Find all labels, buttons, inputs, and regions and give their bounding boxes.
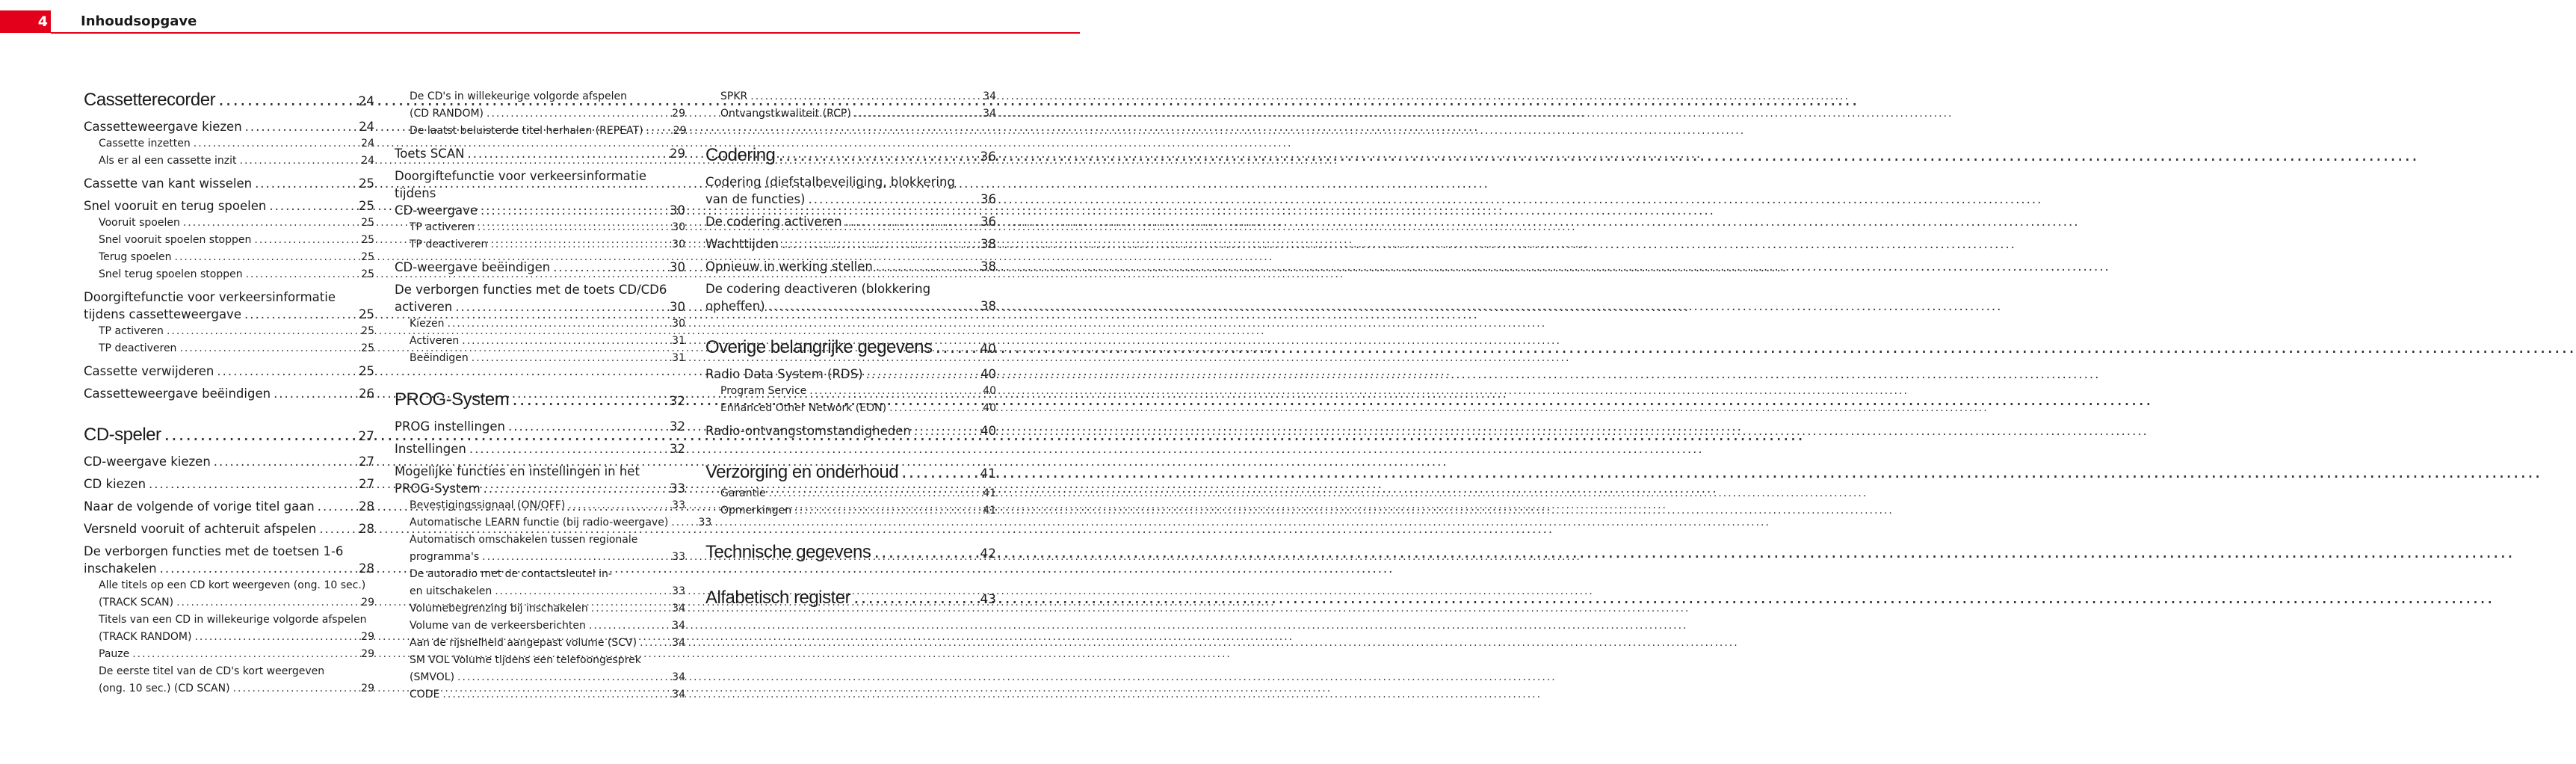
toc-entry-title: Verzorging en onderhoud [705, 462, 899, 482]
toc-entry-title: Activeren [410, 335, 460, 347]
toc-section[interactable] [705, 235, 996, 253]
toc-entry-title: CD-speler [84, 425, 161, 445]
toc-page-number: 27 [359, 455, 374, 469]
toc-entry-title-line: De eerste titel van de CD's kort weergeven [99, 665, 325, 677]
toc-entry-title: CD-weergave beëindigen [395, 260, 551, 274]
toc-chapter[interactable] [395, 388, 685, 413]
toc-subsection[interactable] [395, 635, 685, 652]
toc-page-number: 36 [980, 192, 996, 206]
dot-leader [565, 497, 658, 514]
toc-chapter[interactable] [705, 540, 996, 565]
toc-page-number: 24 [361, 138, 374, 150]
toc-subsection[interactable] [395, 236, 685, 253]
toc-entry-title: programma's [410, 551, 480, 563]
toc-entry-title: SPKR [720, 90, 748, 102]
dot-leader [157, 560, 348, 577]
toc-section[interactable] [705, 280, 996, 315]
toc-section[interactable] [84, 197, 374, 215]
toc-entry-title: TP activeren [99, 325, 164, 337]
toc-subsection[interactable] [395, 686, 685, 703]
toc-page-number: 29 [672, 108, 685, 120]
toc-section[interactable] [395, 145, 685, 162]
toc-page-number: 25 [361, 342, 374, 354]
toc-page-number: 36 [980, 150, 996, 164]
toc-subsection[interactable] [705, 88, 996, 105]
toc-section[interactable] [705, 173, 996, 208]
toc-subsection[interactable] [84, 340, 374, 357]
toc-subsection[interactable] [395, 219, 685, 236]
dot-leader [161, 423, 348, 446]
toc-entry-title-line: Titels van een CD in willekeurige volgorde afspelen [99, 614, 367, 626]
toc-page-number: 40 [983, 385, 996, 397]
toc-page-number: 34 [672, 688, 685, 700]
toc-entry-title: (TRACK SCAN) [99, 597, 174, 609]
toc-entry-title: Program Service [720, 385, 807, 397]
dot-leader [466, 440, 658, 458]
toc-page-number: 29 [361, 631, 374, 643]
toc-page-number: 26 [359, 386, 374, 401]
toc-entry-title: De laatst beluisterde titel herhalen (REPEAT) [410, 125, 643, 137]
toc-subsection[interactable] [395, 123, 685, 140]
toc-page-number: 30 [672, 238, 685, 250]
toc-section[interactable] [395, 463, 685, 497]
toc-subsection[interactable] [395, 497, 685, 514]
toc-entry-title: Beëindigen [410, 352, 469, 364]
toc-subsection[interactable] [84, 577, 374, 611]
toc-subsection[interactable] [395, 315, 685, 333]
toc-entry-title-line: De verborgen functies met de toets CD/CD6 [395, 283, 667, 297]
toc-page-number: 33 [672, 551, 685, 563]
toc-page-number: 32 [670, 419, 685, 434]
dot-leader [146, 475, 348, 493]
toc-page-number: 31 [672, 335, 685, 347]
dot-leader [315, 498, 348, 515]
toc-chapter[interactable] [705, 144, 996, 168]
toc-page-number: 33 [672, 499, 685, 511]
toc-entry-title-line: Doorgiftefunctie voor verkeersinformatie tijdens [395, 169, 646, 200]
toc-entry-title-line: De verborgen functies met de toetsen 1-6 [84, 544, 344, 558]
toc-entry-title-line: De codering deactiveren (blokkering [705, 282, 931, 296]
toc-entry-title: Snel vooruit en terug spoelen [84, 199, 267, 213]
toc-subsection[interactable] [395, 350, 685, 367]
toc-section[interactable] [84, 520, 374, 537]
toc-entry-title: Instellingen [395, 442, 466, 456]
dot-leader [668, 514, 685, 532]
toc-subsection[interactable] [395, 617, 685, 635]
dot-leader [252, 175, 348, 192]
toc-section[interactable] [84, 118, 374, 135]
toc-entry-title: Overige belangrijke gegevens [705, 337, 933, 357]
dot-leader [243, 266, 348, 283]
toc-page-number: 29 [361, 683, 374, 694]
toc-subsection[interactable] [705, 383, 996, 400]
dot-leader [481, 480, 658, 497]
toc-subsection[interactable] [395, 514, 712, 532]
toc-page-number: 30 [670, 300, 685, 314]
toc-subsection[interactable] [705, 485, 996, 502]
toc-page-number: 25 [359, 364, 374, 378]
toc-page-number: 25 [361, 234, 374, 246]
toc-section[interactable] [705, 213, 996, 230]
toc-subsection[interactable] [84, 323, 374, 340]
toc-page-number: 25 [361, 251, 374, 263]
toc-entry-title: Wachttijden [705, 237, 779, 251]
toc-entry-title: Bevestigingssignaal (ON/OFF) [410, 499, 566, 511]
toc-chapter[interactable] [705, 336, 996, 360]
toc-entry-title: Radio Data System (RDS) [705, 367, 863, 381]
dot-leader [851, 105, 969, 123]
toc-entry-title: Als er al een cassette inzit [99, 155, 237, 167]
toc-entry-title: Versneld vooruit of achteruit afspelen [84, 522, 317, 536]
toc-page-number: 29 [673, 125, 687, 137]
dot-leader [806, 383, 969, 400]
toc-page-number: 40 [980, 367, 996, 381]
toc-page-number: 24 [358, 94, 374, 109]
dot-leader [505, 418, 658, 435]
dot-leader [550, 259, 658, 276]
toc-entry-title: PROG-System [395, 481, 481, 496]
toc-subsection[interactable] [395, 88, 685, 123]
toc-entry-title: CD-weergave [395, 203, 478, 218]
toc-section[interactable] [84, 475, 374, 493]
toc-entry-title: Ontvangstkwaliteit (RCP) [720, 108, 851, 120]
dot-leader [588, 600, 658, 617]
toc-subsection[interactable] [705, 105, 996, 123]
toc-section[interactable] [84, 175, 374, 192]
dot-leader [775, 144, 969, 166]
toc-entry-title-line: Doorgiftefunctie voor verkeersinformatie [84, 290, 336, 304]
toc-column-1 [84, 88, 374, 697]
toc-subsection[interactable] [84, 215, 374, 232]
toc-entry-title: PROG-System [395, 389, 510, 410]
toc-subsection[interactable] [395, 652, 685, 686]
dot-leader [266, 197, 348, 215]
dot-leader [241, 306, 348, 323]
toc-page-number: 34 [983, 90, 996, 102]
toc-subsection[interactable] [395, 532, 685, 566]
toc-subsection[interactable] [84, 153, 374, 170]
toc-section[interactable] [705, 366, 996, 383]
toc-page-number: 32 [670, 442, 685, 456]
toc-page-number: 33 [670, 481, 685, 496]
toc-entry-title: Radio-ontvangstomstandigheden [705, 424, 911, 438]
toc-subsection[interactable] [395, 600, 685, 617]
toc-page-number: 25 [359, 176, 374, 191]
toc-page-number: 27 [359, 477, 374, 491]
toc-entry-title: TP deactiveren [410, 238, 488, 250]
dot-leader [586, 617, 658, 635]
dot-leader [215, 88, 348, 111]
toc-entry-title: (TRACK RANDOM) [99, 631, 192, 643]
toc-page-number: 43 [980, 592, 996, 607]
toc-entry-title-line: Automatisch omschakelen tussen regionale [410, 534, 638, 546]
toc-entry-title: Cassetteweergave beëindigen [84, 386, 271, 401]
toc-column-2 [395, 88, 712, 703]
toc-subsection[interactable] [84, 135, 374, 153]
toc-entry-title: Snel vooruit spoelen stoppen [99, 234, 252, 246]
toc-entry-title: Opnieuw in werking stellen [705, 259, 873, 274]
dot-leader [242, 118, 348, 135]
dot-leader [172, 249, 348, 266]
toc-page-number: 25 [361, 217, 374, 229]
dot-leader [439, 686, 658, 703]
toc-entry-title: Cassetterecorder [84, 90, 216, 110]
dot-leader [176, 340, 348, 357]
toc-subsection[interactable] [705, 502, 996, 520]
toc-chapter[interactable] [84, 88, 374, 113]
toc-entry-title: Vooruit spoelen [99, 217, 180, 229]
toc-chapter[interactable] [705, 586, 996, 611]
toc-entry-title: De codering activeren [705, 215, 842, 229]
dot-leader [454, 669, 658, 686]
toc-subsection[interactable] [84, 646, 374, 663]
toc-page-number: 31 [672, 352, 685, 364]
dot-leader [492, 583, 658, 600]
toc-section[interactable] [395, 167, 685, 219]
toc-entry-title: TP activeren [410, 221, 475, 233]
dot-leader [766, 485, 969, 502]
toc-entry-title: Cassette van kant wisselen [84, 176, 253, 191]
toc-page-number: 42 [980, 546, 996, 561]
dot-leader [211, 453, 348, 470]
toc-page-number: 28 [359, 522, 374, 536]
toc-section[interactable] [395, 259, 685, 276]
toc-entry-title-line: Codering (diefstalbeveiliging, blokkering [705, 175, 955, 189]
dot-leader [469, 350, 658, 367]
dot-leader [765, 298, 969, 315]
toc-subsection[interactable] [705, 400, 996, 417]
dot-leader [237, 153, 348, 170]
toc-page-number: 38 [980, 299, 996, 313]
toc-page-number: 38 [980, 237, 996, 251]
toc-entry-title: Volume van de verkeersberichten [410, 620, 586, 632]
toc-entry-title: Aan de rijsnelheid aangepast volume (SCV) [410, 637, 637, 649]
toc-page-number: 33 [698, 517, 712, 529]
dot-leader [842, 213, 969, 230]
toc-page-number: 25 [359, 307, 374, 321]
toc-entry-title: Kiezen [410, 318, 445, 330]
dot-leader [791, 502, 969, 520]
toc-entry-title: CD-weergave kiezen [84, 455, 211, 469]
toc-entry-title: Codering [705, 145, 776, 165]
dot-leader [487, 236, 658, 253]
toc-section[interactable] [395, 281, 685, 315]
page-header [0, 10, 1080, 34]
toc-subsection[interactable] [84, 611, 374, 646]
toc-page-number: 25 [361, 325, 374, 337]
toc-entry-title: inschakelen [84, 561, 157, 576]
toc-page-number: 30 [670, 260, 685, 274]
toc-section[interactable] [84, 498, 374, 515]
dot-leader [180, 215, 348, 232]
dot-leader [805, 191, 969, 208]
toc-chapter[interactable] [84, 423, 374, 448]
dot-leader [484, 105, 658, 123]
dot-leader [873, 258, 969, 275]
toc-entry-title: Cassette verwijderen [84, 364, 214, 378]
page-number: 4 [0, 10, 51, 33]
toc-subsection[interactable] [84, 663, 374, 697]
toc-page-number: 28 [359, 499, 374, 514]
toc-section[interactable] [84, 385, 374, 402]
dot-leader [478, 202, 658, 219]
toc-page-number: 41 [983, 487, 996, 499]
toc-section[interactable] [84, 363, 374, 380]
toc-page-number: 25 [359, 199, 374, 213]
toc-entry-title: Alfabetisch register [705, 588, 851, 608]
dot-leader [850, 586, 969, 609]
toc-section[interactable] [84, 289, 374, 323]
toc-page-number: 33 [672, 585, 685, 597]
toc-page-number: 34 [672, 620, 685, 632]
toc-page-number: 24 [359, 120, 374, 134]
toc-page-number: 34 [672, 671, 685, 683]
toc-entry-title-line: De autoradio met de contactsleutel in- [410, 568, 612, 580]
toc-entry-title: Cassetteweergave kiezen [84, 120, 242, 134]
toc-page-number: 28 [359, 561, 374, 576]
toc-page-number: 29 [361, 597, 374, 609]
toc-column-3 [705, 88, 996, 611]
toc-entry-title: van de functies) [705, 192, 806, 206]
dot-leader [509, 388, 658, 410]
dot-leader [129, 646, 348, 663]
toc-section[interactable] [395, 440, 685, 458]
toc-entry-title: Naar de volgende of vorige titel gaan [84, 499, 315, 514]
dot-leader [230, 680, 348, 697]
toc-chapter[interactable] [705, 460, 996, 485]
dot-leader [191, 135, 348, 153]
toc-entry-title: activeren [395, 300, 453, 314]
toc-page-number: 29 [361, 648, 374, 660]
toc-page-number: 41 [983, 505, 996, 517]
toc-subsection[interactable] [84, 249, 374, 266]
dot-leader [191, 629, 348, 646]
dot-leader [464, 145, 658, 162]
page-title: Inhoudsopgave [81, 13, 197, 29]
dot-leader [747, 88, 969, 105]
toc-subsection[interactable] [395, 566, 685, 600]
toc-entry-title: Technische gegevens [705, 542, 871, 562]
toc-entry-title: Automatische LEARN functie (bij radio-weergave) [410, 517, 669, 529]
toc-entry-title: (SMVOL) [410, 671, 455, 683]
toc-section[interactable] [395, 418, 685, 435]
dot-leader [452, 298, 658, 315]
toc-subsection[interactable] [84, 232, 374, 249]
toc-page-number: 30 [672, 318, 685, 330]
dot-leader [271, 385, 348, 402]
toc-section[interactable] [705, 422, 996, 440]
toc-page-number: 40 [980, 424, 996, 438]
dot-leader [871, 540, 969, 563]
toc-subsection[interactable] [395, 333, 685, 350]
toc-entry-title: Volumebegrenzing bij inschakelen [410, 603, 588, 614]
dot-leader [898, 460, 969, 483]
dot-leader [164, 323, 348, 340]
toc-page-number: 30 [670, 203, 685, 218]
dot-leader [316, 520, 348, 537]
toc-entry-title: CD kiezen [84, 477, 146, 491]
toc-page-number: 40 [983, 402, 996, 414]
toc-entry-title: Snel terug spoelen stoppen [99, 268, 243, 280]
dot-leader [251, 232, 348, 249]
toc-page-number: 29 [670, 147, 685, 161]
dot-leader [173, 594, 348, 611]
toc-entry-title: Cassette inzetten [99, 138, 191, 150]
toc-subsection[interactable] [84, 266, 374, 283]
toc-entry-title: TP deactiveren [99, 342, 177, 354]
toc-entry-title: Terug spoelen [99, 251, 172, 263]
toc-page-number: 32 [669, 394, 685, 409]
toc-page-number: 34 [983, 108, 996, 120]
toc-section[interactable] [705, 258, 996, 275]
dot-leader [911, 422, 969, 440]
dot-leader [779, 235, 969, 253]
toc-page-number: 34 [672, 637, 685, 649]
toc-entry-title-line: De CD's in willekeurige volgorde afspelen [410, 90, 627, 102]
toc-entry-title: Enhanced Other Network (EON) [720, 402, 887, 414]
toc-section[interactable] [84, 453, 374, 470]
toc-entry-title: (ong. 10 sec.) (CD SCAN) [99, 683, 230, 694]
dot-leader [459, 333, 658, 350]
toc-page-number: 41 [980, 466, 996, 481]
toc-section[interactable] [84, 543, 374, 577]
toc-entry-title-line: Alle titels op een CD kort weergeven (ong. 10 sec.) [99, 579, 366, 591]
toc-entry-title: opheffen) [705, 299, 765, 313]
dot-leader [637, 635, 658, 652]
dot-leader [933, 336, 969, 358]
toc-entry-title: tijdens cassetteweergave [84, 307, 241, 321]
dot-leader [643, 123, 660, 140]
toc-page-number: 30 [672, 221, 685, 233]
toc-entry-title: CODE [410, 688, 440, 700]
dot-leader [214, 363, 348, 380]
dot-leader [445, 315, 658, 333]
toc-entry-title: (CD RANDOM) [410, 108, 484, 120]
toc-entry-title-line: Mogelijke functies en instellingen in het [395, 464, 640, 478]
toc-page-number: 38 [980, 259, 996, 274]
dot-leader [475, 219, 658, 236]
toc-page-number: 24 [361, 155, 374, 167]
toc-entry-title: Garantie [720, 487, 766, 499]
toc-entry-title: en uitschakelen [410, 585, 492, 597]
dot-leader [479, 549, 658, 566]
toc-entry-title: Opmerkingen [720, 505, 792, 517]
toc-entry-title-line: SM VOL Volume tijdens een telefoongesprek [410, 654, 641, 666]
toc-page-number: 36 [980, 215, 996, 229]
dot-leader [863, 366, 969, 383]
toc-entry-title: PROG instellingen [395, 419, 505, 434]
toc-page-number: 34 [672, 603, 685, 614]
toc-entry-title: Toets SCAN [395, 147, 465, 161]
dot-leader [886, 400, 969, 417]
toc-entry-title: Pauze [99, 648, 130, 660]
toc-page-number: 27 [358, 429, 374, 444]
toc-page-number: 25 [361, 268, 374, 280]
header-divider [51, 32, 1080, 34]
toc-page-number: 40 [980, 342, 996, 357]
